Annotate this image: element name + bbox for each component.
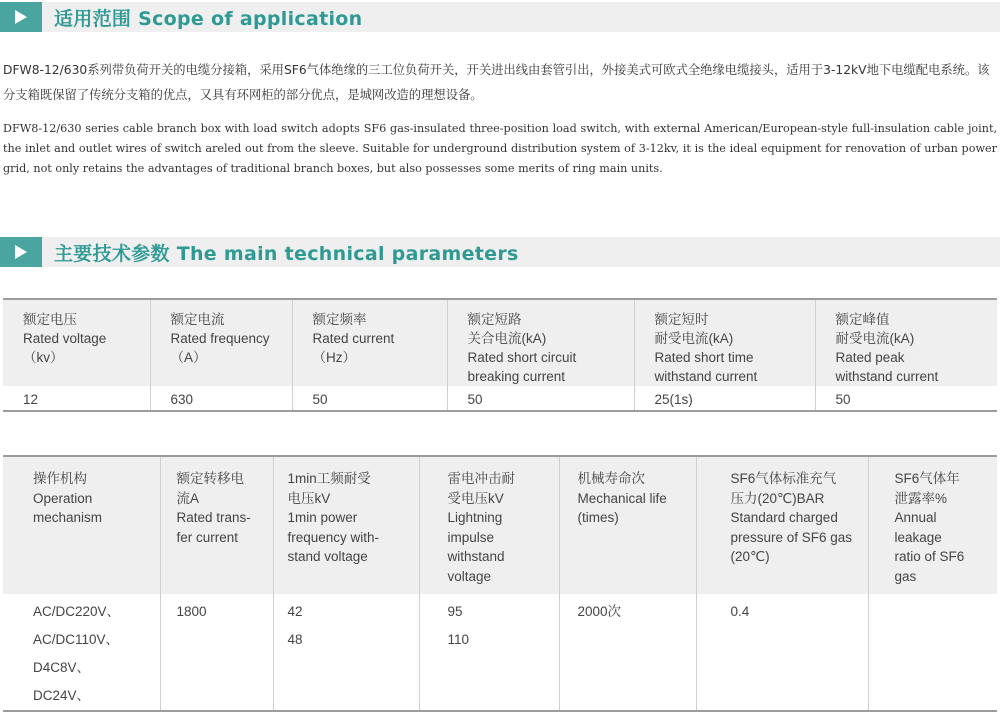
play-icon xyxy=(0,2,42,32)
header-operation-mechanism: 操作机构 Operation mechanism xyxy=(3,456,160,594)
section-title-scope: 适用范围 Scope of application xyxy=(54,7,363,30)
header-short-circuit-breaking: 额定短路 关合电流(kA) Rated short circuit breaking current xyxy=(447,299,634,386)
cell-operation-mechanism: AC/DC220V、 AC/DC110V、 D4C8V、 DC24V、 xyxy=(33,604,121,703)
table-row xyxy=(3,594,997,711)
scope-paragraph-en: DFW8-12/630 series cable branch box with load switch adopts SF6 gas-insulated three-position load switch, with external American/European-style full-insulation cable joint, the inlet and outlet wires of switch areled out from the sleeve. Suitable for underground distribution system of 3-12kv, it is the ideal equipment for renovation of urban power grid, not only retains the advantages of traditional branch boxes, but also possesses some merits of ring main units. xyxy=(3,122,997,175)
cell-transfer-current: 1800 xyxy=(160,594,273,711)
cell-short-time-withstand: 25(1s) xyxy=(634,386,815,411)
header-peak-withstand: 额定峰值 耐受电流(kA) Rated peak withstand current xyxy=(815,299,997,386)
header-rated-frequency: 额定频率 Rated current （Hz） xyxy=(292,299,447,386)
header-rated-current: 额定电流 Rated frequency （A） xyxy=(150,299,292,386)
cell-mechanical-life: 2000次 xyxy=(559,594,696,711)
cell-peak-withstand: 50 xyxy=(815,386,997,411)
header-sf6-leakage-ratio: SF6气体年 泄露率% Annual leakage ratio of SF6 gas xyxy=(868,456,997,594)
table-header-row xyxy=(3,299,997,386)
rated-parameters-table xyxy=(3,298,997,412)
table-header-row xyxy=(3,456,997,594)
header-sf6-charged-pressure: SF6气体标准充气 压力(20℃)BAR Standard charged pressure of SF6 gas (20℃) xyxy=(696,456,868,594)
header-mechanical-life: 机械寿命次 Mechanical life (times) xyxy=(559,456,696,594)
scope-paragraph-cn: DFW8-12/630系列带负荷开关的电缆分接箱，采用SF6气体绝缘的三工位负荷开关，开关进出线由套管引出，外接美式可欧式全绝缘电缆接头，适用于3-12kV地下电缆配电系统。该分支箱既保留了传统分支箱的优点，又具有环网柜的部分优点，是城网改造的理想设备。 xyxy=(3,63,990,102)
section-header-scope xyxy=(0,2,1000,32)
header-rated-voltage: 额定电压 Rated voltage （kv） xyxy=(3,299,150,386)
cell-power-frequency-voltage: 42 48 xyxy=(273,594,419,711)
cell-rated-frequency: 50 xyxy=(292,386,447,411)
cell-sf6-charged-pressure: 0.4 xyxy=(696,594,868,711)
header-short-time-withstand: 额定短时 耐受电流(kA) Rated short time withstand current xyxy=(634,299,815,386)
header-lightning-impulse-voltage: 雷电冲击耐 受电压kV Lightning impulse withstand voltage xyxy=(419,456,559,594)
section-header-parameters xyxy=(0,237,1000,267)
section-title-parameters: 主要技术参数 The main technical parameters xyxy=(54,242,519,265)
cell-rated-voltage: 12 xyxy=(23,392,39,407)
play-icon xyxy=(0,237,42,267)
cell-lightning-impulse-voltage: 95 110 xyxy=(419,594,559,711)
header-transfer-current: 额定转移电 流A Rated trans- fer current xyxy=(160,456,273,594)
cell-sf6-leakage-ratio xyxy=(868,594,997,711)
mechanism-parameters-table xyxy=(3,455,997,712)
cell-short-circuit-breaking: 50 xyxy=(447,386,634,411)
table-row xyxy=(3,386,997,411)
cell-rated-current: 630 xyxy=(150,386,292,411)
header-power-frequency-voltage: 1min工频耐受 电压kV 1min power frequency with- stand voltage xyxy=(273,456,419,594)
